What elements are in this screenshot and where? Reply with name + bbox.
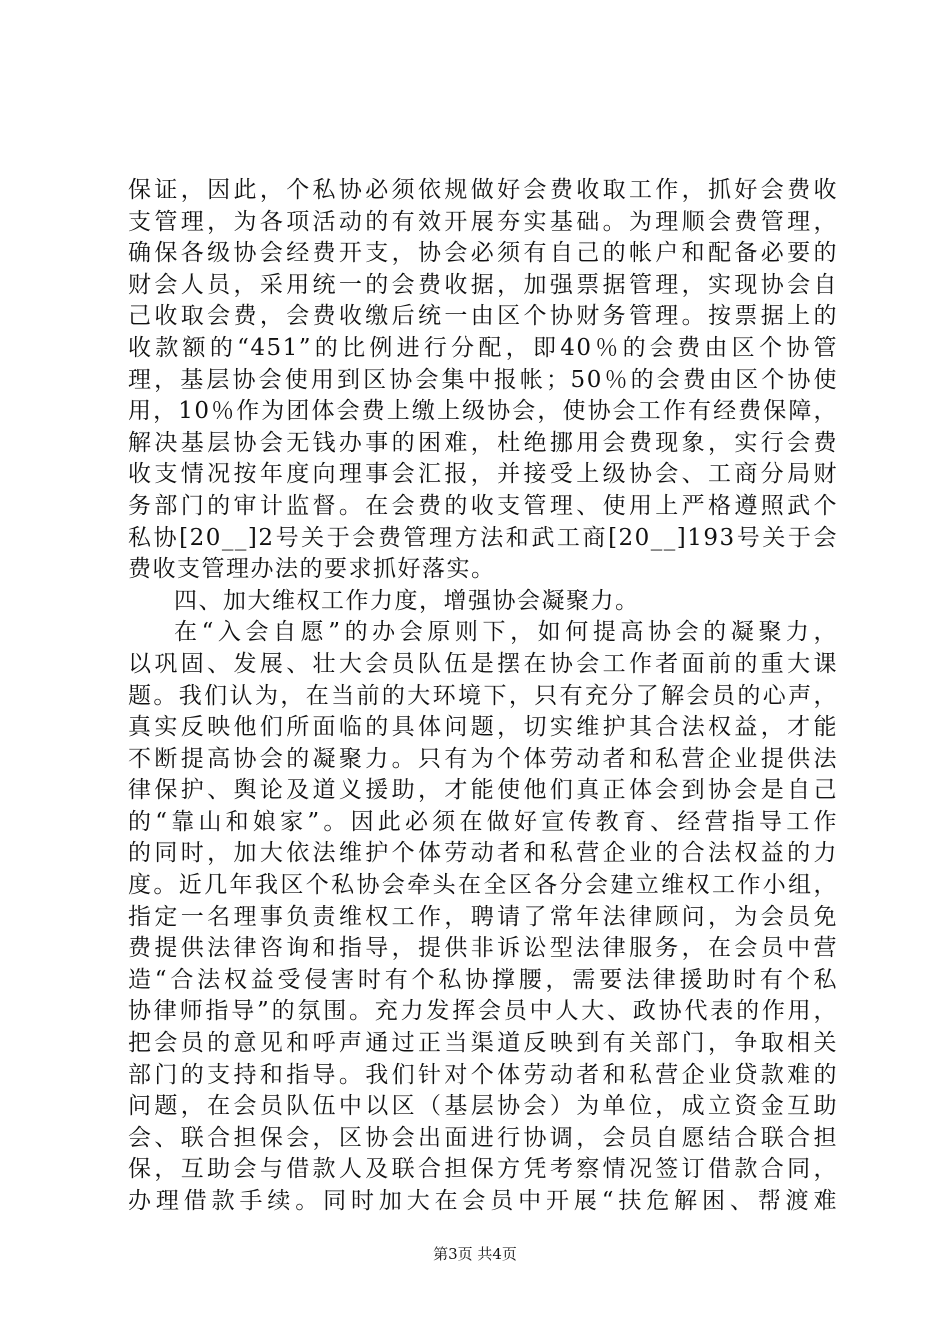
paragraph-1-line: 保证，因此，个私协必须依规做好会费收取工作，抓好会费收 [128,177,838,203]
paragraph-1-line: 理，基层协会使用到区协会集中报帐；50％的会费由区个协使 [128,366,838,393]
paragraph-2-line: 指定一名理事负责维权工作，聘请了常年法律顾问，为会员免 [128,903,838,930]
paragraph-2-line: 造“合法权益受侵害时有个私协撑腰，需要法律援助时有个私 [128,966,838,993]
paragraph-1-line: 收支情况按年度向理事会汇报，并接受上级协会、工商分局财 [128,461,838,488]
paragraph-2-line: 会、联合担保会，区协会出面进行协调，会员自愿结合联合担 [128,1124,838,1151]
paragraph-2-line: 费提供法律咨询和指导，提供非诉讼型法律服务，在会员中营 [128,935,838,962]
paragraph-1-line: 私协[20__]2号关于会费管理方法和武工商[20__]193号关于会 [128,524,838,551]
paragraph-1-line: 费收支管理办法的要求抓好落实。 [128,556,496,583]
paragraph-2-line: 律保护、舆论及道义援助，才能使他们真正体会到协会是自己 [128,777,838,804]
paragraph-2-line: 度。近几年我区个私协会牵头在全区各分会建立维权工作小组， [128,872,838,899]
paragraph-2-line: 协律师指导”的氛围。充力发挥会员中人大、政协代表的作用， [128,998,838,1025]
paragraph-1-line: 务部门的审计监督。在会费的收支管理、使用上严格遵照武个 [128,492,838,519]
paragraph-2-line: 以巩固、发展、壮大会员队伍是摆在协会工作者面前的重大课 [128,650,838,677]
paragraph-2-line: 不断提高协会的凝聚力。只有为个体劳动者和私营企业提供法 [128,745,838,772]
paragraph-2-line: 真实反映他们所面临的具体问题，切实维护其合法权益，才能 [128,714,838,741]
paragraph-2-line: 办理借款手续。同时加大在会员中开展“扶危解困、帮渡难 [128,1188,838,1214]
paragraph-1-line: 支管理，为各项活动的有效开展夯实基础。为理顺会费管理， [128,208,838,235]
page-number-footer: 第3页 共4页 [433,1245,517,1263]
paragraph-2-line: 在“入会自愿”的办会原则下，如何提高协会的凝聚力， [174,619,838,646]
paragraph-2-line: 题。我们认为，在当前的大环境下，只有充分了解会员的心声， [128,682,838,709]
paragraph-2-line: 把会员的意见和呼声通过正当渠道反映到有关部门，争取相关 [128,1030,838,1057]
paragraph-2-line: 问题，在会员队伍中以区（基层协会）为单位，成立资金互助 [128,1093,838,1120]
paragraph-1-line: 己收取会费，会费收缴后统一由区个协财务管理。按票据上的 [128,303,838,330]
document-body [128,175,838,1218]
paragraph-1-line: 财会人员，采用统一的会费收据，加强票据管理，实现协会自 [128,271,838,298]
section-heading: 四、加大维权工作力度，增强协会凝聚力。 [174,587,640,614]
paragraph-1-line: 收款额的“451”的比例进行分配，即40％的会费由区个协管 [128,334,838,361]
paragraph-2-line: 的同时，加大依法维护个体劳动者和私营企业的合法权益的力 [128,840,838,867]
paragraph-2-line: 保，互助会与借款人及联合担保方凭考察情况签订借款合同， [128,1156,838,1183]
paragraph-2-line: 部门的支持和指导。我们针对个体劳动者和私营企业贷款难的 [128,1061,838,1088]
paragraph-1-line: 解决基层协会无钱办事的困难，杜绝挪用会费现象，实行会费 [128,429,838,456]
paragraph-1-line: 确保各级协会经费开支，协会必须有自己的帐户和配备必要的 [128,240,838,267]
paragraph-1-line: 用，10％作为团体会费上缴上级协会，使协会工作有经费保障， [128,398,838,425]
paragraph-2-line: 的“靠山和娘家”。因此必须在做好宣传教育、经营指导工作 [128,808,838,835]
